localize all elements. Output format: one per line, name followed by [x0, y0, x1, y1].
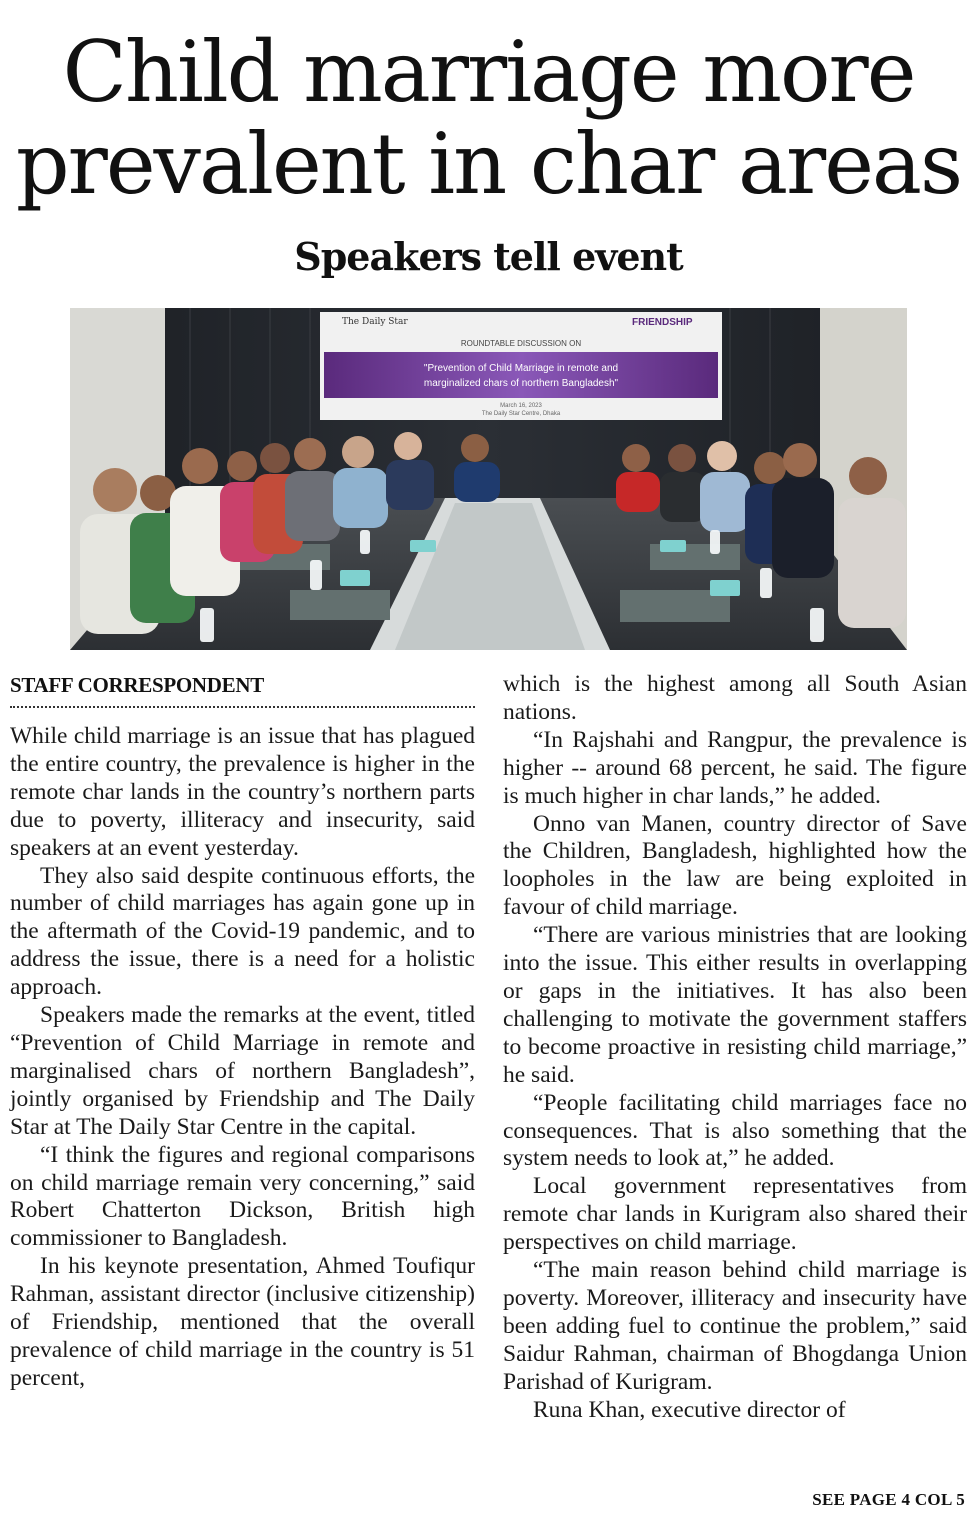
paragraph: They also said despite continuous efforts, the number of child marriages has again gone up in the aftermath of the Covid-19 pandemic, and to address the issue, there is a need for a holistic approach. [10, 862, 475, 1001]
byline: STAFF CORRESPONDENT [10, 673, 264, 697]
paragraph: “The main reason behind child marriage is poverty. Moreover, illiteracy and insecurity have been adding fuel to continue the problem,” said Saidur Rahman, chairman of Bhogdanga Union Parishad of Kurigram. [503, 1257, 967, 1395]
banner-title-line-1: "Prevention of Child Marriage in remote and [423, 363, 619, 374]
headline-line-1: Child marriage more [62, 23, 915, 121]
event-photo [70, 308, 907, 650]
paragraph: Local government representatives from remote char lands in Kurigram also shared their perspectives on child marriage. [503, 1173, 967, 1256]
banner-venue: The Daily Star Centre, Dhaka [481, 411, 561, 417]
paragraph: While child marriage is an issue that has plagued the entire country, the prevalence is higher in the remote char lands in the country’s northern parts due to poverty, illiteracy and insecurity, said speakers at an event yesterday. [10, 723, 475, 861]
paragraph: Onno van Manen, country director of Save the Children, Bangladesh, highlighted how the loopholes in the law are being exploited in favour of child marriage. [503, 810, 967, 921]
banner-daily-star-logo: The Daily Star [342, 317, 408, 327]
headline-line-2: prevalent in char areas [15, 115, 962, 213]
banner-title-line-2: marginalized chars of northern Bangladesh" [423, 378, 619, 389]
paragraph: which is the highest among all South Asian nations. [503, 671, 967, 725]
paragraph: “In Rajshahi and Rangpur, the prevalence is higher -- around 68 percent, he said. The figure is much higher in char lands,” he added. [503, 726, 967, 809]
body-column-left [10, 723, 475, 1393]
paragraph: “People facilitating child marriages face no consequences. That is also something that the system needs to look at,” he added. [503, 1089, 967, 1172]
subheadline: Speakers tell event [294, 234, 683, 279]
banner-friendship-logo: FRIENDSHIP [632, 317, 693, 328]
paragraph: Runa Khan, executive director of [533, 1396, 846, 1423]
paragraph: “There are various ministries that are looking into the issue. This either results in overlapping or gaps in the initiatives. It has also been challenging to motivate the government staffers to become proactive in resisting child marriage,” he said. [503, 922, 967, 1088]
paragraph: In his keynote presentation, Ahmed Toufiqur Rahman, assistant director (inclusive citizenship) of Friendship, mentioned that the overall prevalence of child marriage in the country is 51 percent, [10, 1253, 475, 1391]
paragraph: Speakers made the remarks at the event, titled “Prevention of Child Marriage in remote and marginalised chars of northern Bangladesh”, jointly organised by Friendship and The Daily Star at The Daily Star Centre in the capital. [10, 1002, 475, 1140]
jump-line: SEE PAGE 4 COL 5 [812, 1490, 965, 1509]
byline-divider [10, 706, 475, 708]
body-column-right [503, 671, 967, 1424]
paragraph: “I think the figures and regional comparisons on child marriage remain very concerning,” said Robert Chatterton Dickson, British high commissioner to Bangladesh. [10, 1141, 475, 1252]
headline [0, 23, 977, 213]
banner-date: March 16, 2023 [500, 403, 542, 409]
banner-kicker: ROUNDTABLE DISCUSSION ON [460, 339, 582, 348]
